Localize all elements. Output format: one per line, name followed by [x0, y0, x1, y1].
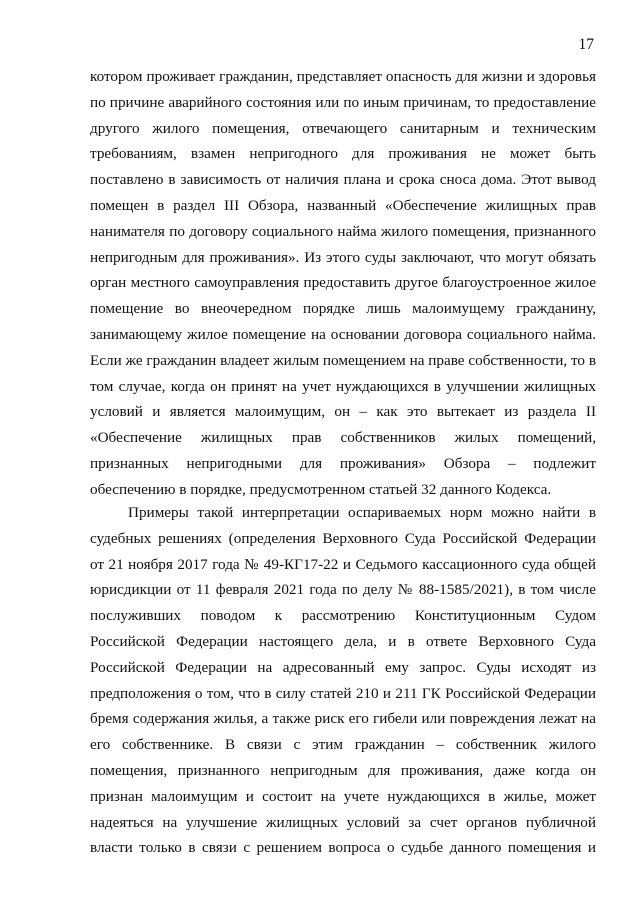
- paragraph-1: [90, 64, 596, 503]
- text-line: предположения о том, что в силу статей 210 и 211 ГК Российской Федерации: [90, 684, 596, 702]
- text-line: Примеры такой интерпретации оспариваемых норм можно найти в: [128, 504, 596, 521]
- text-line: том случае, когда он принят на учет нуждающихся в улучшении жилищных: [90, 377, 596, 395]
- text-line: обеспечению в порядке, предусмотренном статьей 32 данного Кодекса.: [90, 480, 552, 498]
- text-line: от 21 ноября 2017 года № 49-КГ17-22 и Седьмого кассационного суда общей: [90, 555, 596, 573]
- text-line: надеяться на улучшение жилищных условий за счет органов публичной: [90, 813, 596, 831]
- text-line: другого жилого помещения, отвечающего санитарным и техническим: [90, 119, 596, 137]
- text-line: послуживших поводом к рассмотрению Конституционным Судом: [90, 607, 596, 625]
- text-line: Если же гражданин владеет жилым помещением на праве собственности, то в: [90, 351, 596, 369]
- text-line: по причине аварийного состояния или по иным причинам, то предоставление: [90, 93, 596, 111]
- text-line: котором проживает гражданин, представляет опасность для жизни и здоровья: [90, 68, 596, 85]
- text-line: помещен в раздел III Обзора, названный «Обеспечение жилищных прав: [90, 196, 596, 214]
- text-line: Российской Федерации на адресованный ему запрос. Суды исходят из: [90, 658, 596, 676]
- text-line: власти только в связи с решением вопроса о судьбе данного помещения и: [90, 839, 596, 857]
- text-line: нанимателя по договору социального найма жилого помещения, признанного: [90, 222, 596, 240]
- text-line: «Обеспечение жилищных прав собственников жилых помещений,: [90, 429, 596, 447]
- text-line: занимающему жилое помещение на основании договора социального найма.: [90, 325, 596, 343]
- text-line: судебных решениях (определения Верховного Суда Российской Федерации: [90, 529, 596, 547]
- text-line: непригодным для проживания». Из этого суды заключают, что могут обязать: [90, 248, 596, 266]
- text-line: орган местного самоуправления предоставить другое благоустроенное жилое: [90, 274, 596, 292]
- text-line: признанных непригодными для проживания» Обзора – подлежит: [90, 454, 596, 472]
- text-line: признан малоимущим и состоит на учете нуждающихся в жилье, может: [90, 787, 596, 805]
- text-line: Российской Федерации настоящего дела, и в ответе Верховного Суда: [90, 632, 596, 650]
- text-line: требованиям, взамен непригодного для проживания не может быть: [90, 145, 596, 163]
- text-line: юрисдикции от 11 февраля 2021 года по делу № 88-1585/2021), в том числе: [90, 581, 596, 599]
- text-line: помещение во внеочередном порядке лишь малоимущему гражданину,: [90, 300, 596, 318]
- text-line: помещения, признанного непригодным для проживания, даже когда он: [90, 761, 596, 779]
- text-line: бремя содержания жилья, а также риск его гибели или повреждения лежат на: [90, 710, 596, 728]
- paragraph-2: [90, 500, 596, 861]
- text-line: условий и является малоимущим, он – как это вытекает из раздела II: [90, 403, 596, 421]
- page-number: 17: [578, 36, 594, 53]
- text-line: его собственнике. В связи с этим гражданин – собственник жилого: [90, 736, 596, 754]
- text-line: поставлено в зависимость от наличия плана и срока сноса дома. Этот вывод: [90, 171, 596, 189]
